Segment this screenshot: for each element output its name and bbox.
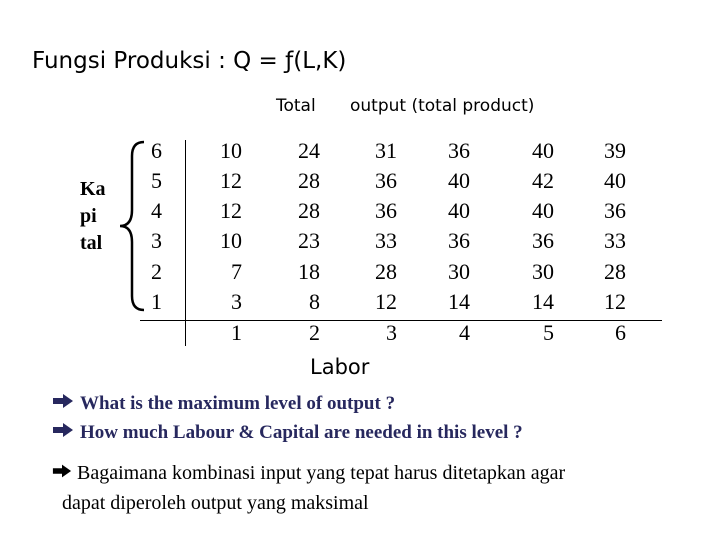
output-value: 28 (298, 198, 320, 223)
question-text: How much Labour & Capital are needed in this level ? (80, 422, 523, 443)
note-paragraph (52, 458, 565, 518)
output-value: 12 (220, 198, 242, 223)
header-total: Total (276, 96, 316, 116)
output-value: 33 (604, 228, 626, 253)
labor-value: 4 (459, 320, 470, 345)
output-value: 39 (604, 138, 626, 163)
output-value: 28 (604, 259, 626, 284)
output-value: 3 (231, 289, 242, 314)
output-value: 36 (448, 138, 470, 163)
right-arrow-icon (52, 393, 80, 415)
capital-value: 5 (151, 168, 162, 193)
question-item (52, 393, 395, 415)
output-value: 23 (298, 228, 320, 253)
right-arrow-icon (52, 422, 80, 444)
table-vertical-divider (185, 140, 186, 346)
question-item (52, 422, 523, 444)
output-value: 10 (220, 228, 242, 253)
output-value: 12 (220, 168, 242, 193)
question-text: What is the maximum level of output ? (80, 393, 396, 414)
note-line: dapat diperoleh output yang maksimal (62, 492, 369, 514)
output-value: 36 (604, 198, 626, 223)
output-value: 36 (375, 168, 397, 193)
output-value: 40 (448, 168, 470, 193)
output-value: 40 (604, 168, 626, 193)
header-output: output (total product) (350, 96, 535, 116)
labor-value: 5 (543, 320, 554, 345)
output-value: 10 (220, 138, 242, 163)
capital-value: 3 (151, 228, 162, 253)
capital-value: 2 (151, 259, 162, 284)
output-value: 36 (375, 198, 397, 223)
output-value: 40 (532, 198, 554, 223)
output-value: 36 (532, 228, 554, 253)
capital-label (80, 176, 106, 257)
capital-label-line: tal (80, 232, 103, 254)
output-value: 28 (298, 168, 320, 193)
note-line: Bagaimana kombinasi input yang tepat harus ditetapkan agar (77, 462, 566, 484)
left-brace-icon (112, 140, 148, 312)
output-value: 14 (532, 289, 554, 314)
labor-value: 6 (615, 320, 626, 345)
output-value: 14 (448, 289, 470, 314)
output-value: 33 (375, 228, 397, 253)
output-value: 42 (532, 168, 554, 193)
labor-value: 2 (309, 320, 320, 345)
labor-value: 1 (231, 320, 242, 345)
output-value: 12 (375, 289, 397, 314)
capital-value: 6 (151, 138, 162, 163)
right-arrow-icon (52, 462, 77, 484)
labor-axis-label: Labor (310, 355, 370, 379)
output-value: 12 (604, 289, 626, 314)
capital-value: 4 (151, 198, 162, 223)
output-value: 30 (448, 259, 470, 284)
output-value: 40 (532, 138, 554, 163)
output-value: 7 (231, 259, 242, 284)
labor-value: 3 (386, 320, 397, 345)
capital-value: 1 (151, 289, 162, 314)
output-value: 8 (309, 289, 320, 314)
capital-label-line: Ka (80, 178, 106, 200)
output-value: 24 (298, 138, 320, 163)
output-value: 31 (375, 138, 397, 163)
slide-title: Fungsi Produksi : Q = ƒ(L,K) (32, 48, 347, 74)
output-value: 28 (375, 259, 397, 284)
output-value: 40 (448, 198, 470, 223)
output-value: 30 (532, 259, 554, 284)
capital-label-line: pi (80, 205, 97, 227)
output-value: 18 (298, 259, 320, 284)
output-value: 36 (448, 228, 470, 253)
